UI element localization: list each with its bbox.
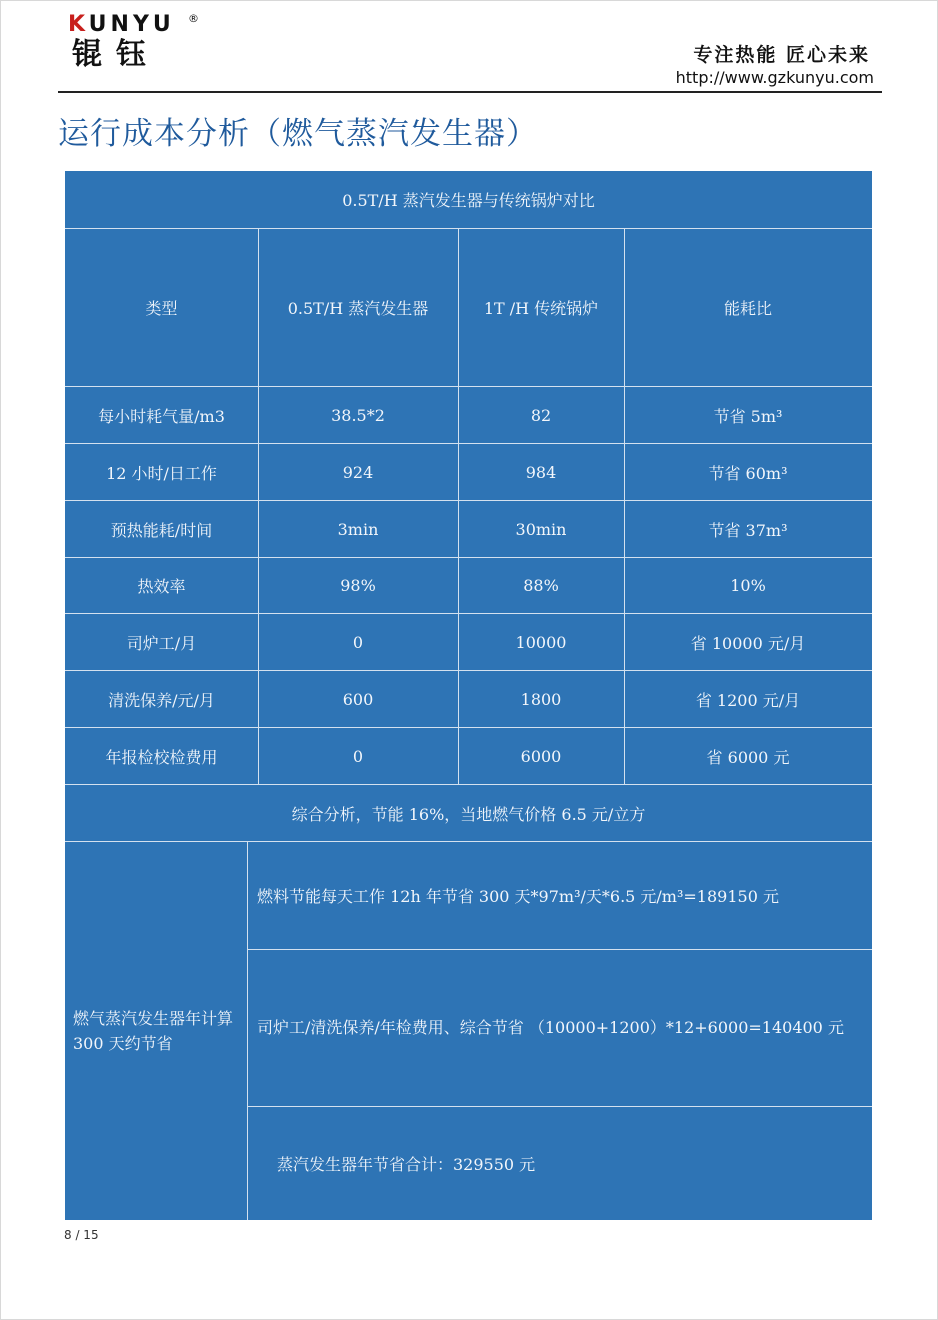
header-divider xyxy=(58,91,882,93)
page-title: 运行成本分析（燃气蒸汽发生器） xyxy=(58,116,538,152)
page-number: 8 / 15 xyxy=(64,1228,99,1242)
table-cell: 88% xyxy=(523,576,559,595)
comparison-table xyxy=(65,171,872,1220)
kunyu-logo xyxy=(68,12,228,72)
table-cell: 0 xyxy=(352,632,364,652)
table-cell: 38.5*2 xyxy=(331,405,385,425)
company-slogan: 专注热能 匠心未来 xyxy=(693,44,870,66)
header-traditional-boiler: 1T /H 传统锅炉 xyxy=(483,299,599,318)
table-cell: 98% xyxy=(340,576,376,595)
logo-chinese: 锟钰 xyxy=(72,37,160,72)
table-cell: 600 xyxy=(342,689,374,709)
table-cell: 924 xyxy=(342,462,374,482)
table-cell: 节省 37m³ xyxy=(708,520,788,540)
table-cell: 节省 60m³ xyxy=(708,463,788,483)
table-cell: 预热能耗/时间 xyxy=(110,520,213,540)
table-cell: 30min xyxy=(515,519,567,539)
header-steam-generator: 0.5T/H 蒸汽发生器 xyxy=(287,299,429,318)
fuel-savings: 燃料节能每天工作 12h 年节省 300 天*97m³/天*6.5 元/m³=189150 元 xyxy=(257,887,779,906)
company-url: http://www.gzkunyu.com xyxy=(675,68,874,87)
table-cell: 0 xyxy=(352,746,364,766)
table-cell: 10% xyxy=(730,576,766,595)
summary-row: 综合分析，节能 16%，当地燃气价格 6.5 元/立方 xyxy=(291,804,646,824)
table-cell: 省 1200 元/月 xyxy=(695,690,801,710)
table-cell: 热效率 xyxy=(137,577,186,596)
header-energy-ratio: 能耗比 xyxy=(723,299,772,318)
table-cell: 82 xyxy=(530,405,552,425)
total-savings: 蒸汽发生器年节省合计：329550 元 xyxy=(277,1155,536,1174)
table-cell: 10000 xyxy=(515,632,567,652)
table-cell: 每小时耗气量/m3 xyxy=(98,406,225,426)
table-cell: 清洗保养/元/月 xyxy=(108,690,215,710)
table-cell: 984 xyxy=(525,462,557,482)
savings-label: 燃气蒸汽发生器年计算 300 天约节省 xyxy=(73,1009,234,1053)
table-cell: 6000 xyxy=(520,746,562,766)
header-type: 类型 xyxy=(145,299,178,318)
table-cell: 1800 xyxy=(520,689,562,709)
table-caption: 0.5T/H 蒸汽发生器与传统锅炉对比 xyxy=(342,191,595,210)
table-cell: 司炉工/月 xyxy=(126,633,197,653)
labor-savings: 司炉工/清洗保养/年检费用、综合节省 （10000+1200）*12+6000=140400 元 xyxy=(257,1018,844,1037)
table-cell: 省 6000 元 xyxy=(706,747,790,767)
table-cell: 省 10000 元/月 xyxy=(690,633,806,653)
table-cell: 年报检校检费用 xyxy=(105,747,218,767)
table-cell: 3min xyxy=(337,519,379,539)
registered-mark: ® xyxy=(188,12,199,25)
table-cell: 节省 5m³ xyxy=(713,406,783,426)
logo-english xyxy=(68,12,175,38)
logo-k: K xyxy=(68,12,89,37)
logo-rest: UNYU xyxy=(88,12,175,37)
table-cell: 12 小时/日工作 xyxy=(106,463,217,483)
